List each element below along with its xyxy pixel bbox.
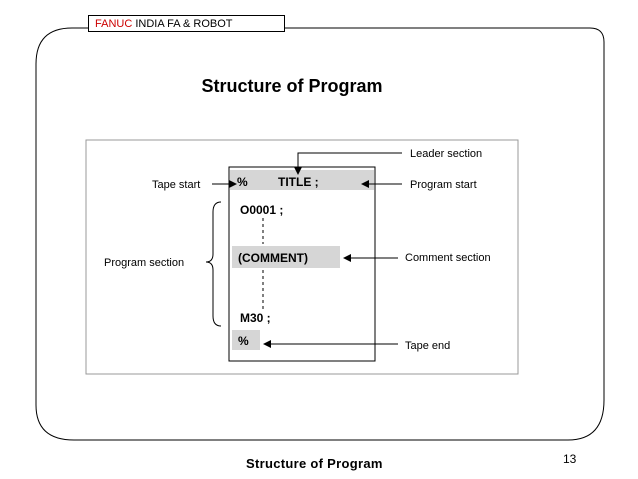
footer-title: Structure of Program bbox=[246, 456, 383, 471]
header-text: INDIA FA & ROBOT bbox=[132, 18, 233, 30]
m30-line: M30 ; bbox=[240, 311, 271, 325]
leader-section-label: Leader section bbox=[410, 148, 483, 160]
program-number-line: O0001 ; bbox=[240, 203, 284, 217]
tape-end-label: Tape end bbox=[405, 340, 451, 352]
comment-section-label: Comment section bbox=[405, 252, 491, 264]
title-line: TITLE ; bbox=[278, 175, 319, 189]
header-brand: FANUC bbox=[95, 18, 133, 30]
tape-end-symbol: % bbox=[238, 334, 249, 348]
page-number: 13 bbox=[563, 452, 577, 466]
program-section-label: Program section bbox=[104, 257, 185, 269]
tape-start-symbol: % bbox=[237, 175, 248, 189]
tape-start-label: Tape start bbox=[152, 179, 201, 191]
program-start-label: Program start bbox=[410, 179, 477, 191]
slide-title: Structure of Program bbox=[201, 76, 383, 96]
comment-line: (COMMENT) bbox=[238, 251, 308, 265]
program-section-brace bbox=[206, 202, 221, 326]
